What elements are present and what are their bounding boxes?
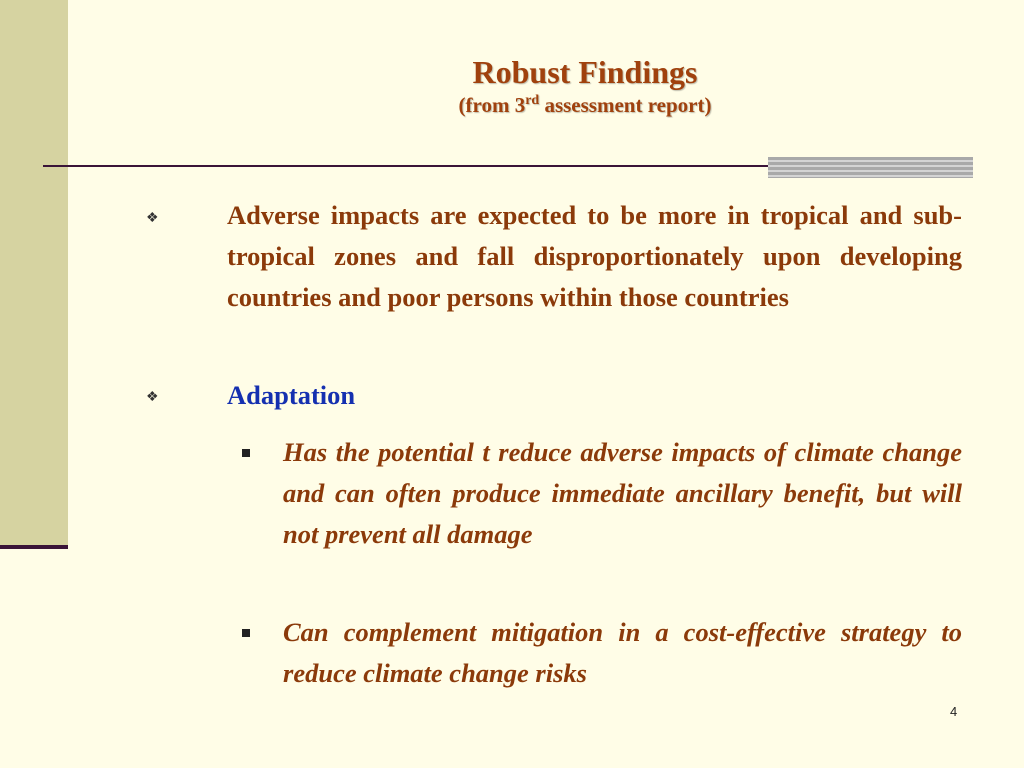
subtitle-suffix: assessment report): [539, 93, 712, 117]
page-number: 4: [950, 704, 958, 719]
square-bullet-icon: [242, 629, 250, 637]
bullet-1-text: Adverse impacts are expected to be more in tropical and sub-tropical zones and fall disproportionately upon developing countries and poor persons within those countries: [227, 200, 962, 312]
sub-bullet-1-text: Has the potential t reduce adverse impacts of climate change and can often produce immediate ancillary benefit, but will not prevent all damage: [283, 437, 962, 549]
slide-title: Robust Findings: [472, 54, 698, 90]
square-bullet-icon: [242, 449, 250, 457]
subtitle-superscript: rd: [525, 93, 540, 108]
sub-bullet-2-text: Can complement mitigation in a cost-effective strategy to reduce climate change risks: [283, 617, 962, 688]
diamond-bullet-icon: ❖: [146, 390, 159, 405]
left-decorative-band: [0, 0, 68, 548]
subtitle-prefix: (from 3: [458, 93, 526, 117]
slide-subtitle: [400, 92, 770, 118]
left-divider-line: [0, 545, 68, 549]
diamond-bullet-icon: ❖: [146, 211, 159, 226]
header-accent-bar: [768, 157, 973, 178]
bullet-2-heading: Adaptation: [227, 380, 356, 410]
title-block: [400, 52, 770, 118]
